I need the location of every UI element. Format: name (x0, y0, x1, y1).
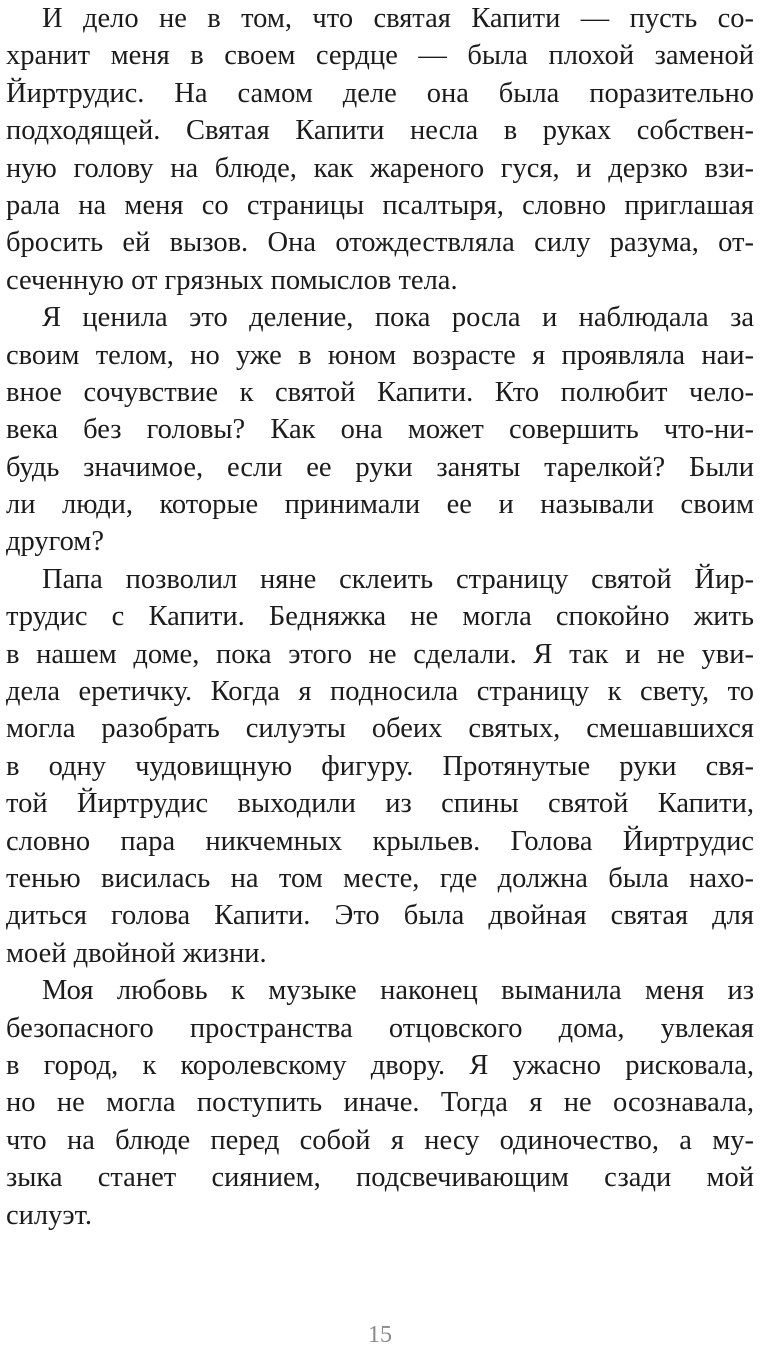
text-line: другом? (6, 526, 104, 558)
text-line: в одну чудовищную фигуру. Протянутые руки свя- (6, 750, 754, 782)
text-line: в нашем доме, пока этого не сделали. Я так и не уви- (6, 638, 754, 670)
text-line: Я ценила это деление, пока росла и наблюдала за (42, 302, 754, 334)
page-body (6, 0, 754, 1234)
text-line: моей двойной жизни. (6, 937, 267, 969)
text-line: своим телом, но уже в юном возрасте я проявляла наи- (6, 339, 754, 371)
text-line: сеченную от грязных помыслов тела. (6, 264, 458, 296)
text-line: хранит меня в своем сердце — была плохой заменой (6, 40, 754, 72)
paragraph-1 (6, 0, 754, 299)
paragraph-4 (6, 972, 754, 1234)
text-line: той Йиртрудис выходили из спины святой Капити, (6, 788, 754, 820)
page-number: 15 (368, 1322, 392, 1348)
text-line: Йиртрудис. На самом деле она была поразительно (6, 77, 754, 109)
paragraph-3 (6, 561, 754, 972)
text-line: И дело не в том, что святая Капити — пусть со- (42, 3, 754, 34)
text-line: века без головы? Как она может совершить что-ни- (6, 414, 754, 446)
text-line: Папа позволил няне склеить страницу святой Йир- (42, 563, 754, 595)
text-line: зыка станет сиянием, подсвечивающим сзади мой (6, 1162, 754, 1194)
text-line: дела еретичку. Когда я подносила страницу к свету, то (6, 676, 754, 708)
text-line: Моя любовь к музыке наконец выманила меня из (42, 975, 754, 1007)
text-line: тенью висилась на том месте, где должна была нахо- (6, 862, 754, 894)
paragraph-2 (6, 299, 754, 561)
text-line: бросить ей вызов. Она отождествляла силу разума, от- (6, 227, 754, 259)
text-line: будь значимое, если ее руки заняты тарелкой? Были (6, 451, 754, 483)
text-line: трудис с Капити. Бедняжка не могла спокойно жить (6, 601, 754, 633)
text-line: диться голова Капити. Это была двойная святая для (6, 900, 754, 932)
text-line: подходящей. Святая Капити несла в руках собствен- (6, 115, 754, 147)
text-line: силуэт. (6, 1199, 93, 1231)
text-line: что на блюде перед собой я несу одиночество, а му- (6, 1124, 754, 1156)
text-line: но не могла поступить иначе. Тогда я не осознавала, (6, 1087, 754, 1119)
text-line: словно пара никчемных крыльев. Голова Йиртрудис (6, 825, 754, 857)
text-line: ную голову на блюде, как жареного гуся, и дерзко взи- (6, 152, 754, 184)
text-line: вное сочувствие к святой Капити. Кто полюбит чело- (6, 376, 754, 408)
text-line: безопасного пространства отцовского дома, увлекая (6, 1012, 754, 1044)
text-line: в город, к королевскому двору. Я ужасно рисковала, (6, 1049, 754, 1081)
text-line: рала на меня со страницы псалтыря, словно приглашая (6, 189, 754, 221)
text-line: могла разобрать силуэты обеих святых, смешавшихся (6, 713, 754, 745)
text-line: ли люди, которые принимали ее и называли своим (6, 489, 754, 521)
